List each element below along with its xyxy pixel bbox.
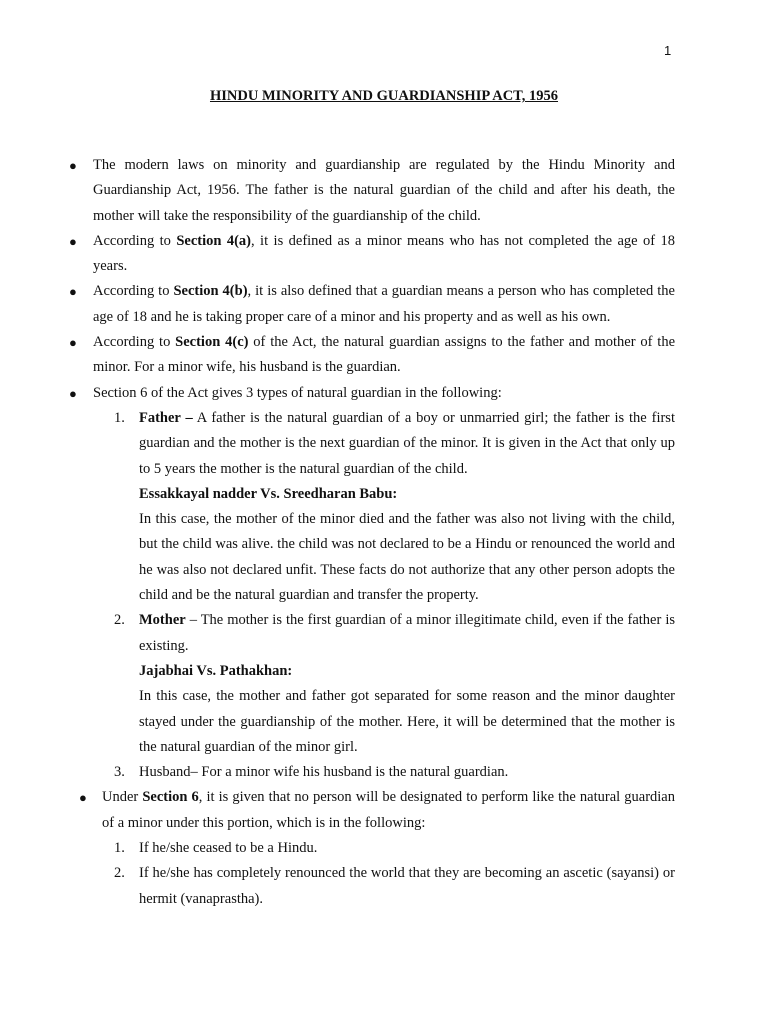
bullet-text-prefix: According to bbox=[93, 283, 174, 300]
list-item-text: Husband– For a minor wife his husband is the natural guardian. bbox=[139, 764, 509, 781]
list-number: 3. bbox=[114, 764, 125, 781]
guardian-label: Father – bbox=[139, 409, 193, 426]
list-item-husband bbox=[93, 760, 675, 785]
bullet-icon: ● bbox=[69, 158, 77, 173]
section-reference: Section 4(b) bbox=[173, 283, 248, 300]
document-title: HINDU MINORITY AND GUARDIANSHIP ACT, 1956 bbox=[209, 88, 559, 104]
bullet-item-section-6-exclusions bbox=[0, 785, 768, 911]
section-reference: Section 4(c) bbox=[175, 334, 249, 351]
list-item-father bbox=[93, 406, 675, 608]
bullet-text: Section 6 of the Act gives 3 types of natural guardian in the following: bbox=[93, 384, 502, 401]
case-description: In this case, the mother and father got separated for some reason and the minor daughter stayed under the guardianship of the mother. Here, it will be determined that the mother is the natural guardian of the minor girl. bbox=[139, 688, 675, 755]
list-number: 1. bbox=[114, 840, 125, 857]
bullet-item-section-4a bbox=[0, 229, 768, 280]
bullet-icon: ● bbox=[79, 790, 87, 806]
disqualification-list bbox=[102, 836, 675, 912]
list-item-text: – The mother is the first guardian of a minor illegitimate child, even if the father is existing. bbox=[139, 612, 675, 654]
list-item-mother bbox=[93, 608, 675, 760]
bullet-item-section-4b bbox=[0, 279, 768, 330]
bullet-text: of the Act, the natural guardian assigns to the father and mother of the minor. For a minor wife, his husband is the guardian. bbox=[93, 334, 676, 376]
bullet-text-prefix: According to bbox=[93, 232, 177, 249]
page-number: 1 bbox=[664, 43, 672, 58]
bullet-item-section-6-types bbox=[0, 381, 768, 786]
case-name: Essakkayal nadder Vs. Sreedharan Babu: bbox=[139, 485, 398, 502]
list-item-text: If he/she has completely renounced the world that they are becoming an ascetic (sayansi) or hermit (vanaprastha). bbox=[139, 865, 675, 907]
section-reference: Section 6 bbox=[142, 789, 199, 806]
bullet-list bbox=[0, 153, 768, 912]
list-item-text: If he/she ceased to be a Hindu. bbox=[139, 840, 318, 857]
list-item-renounced-world bbox=[102, 861, 675, 912]
list-item-ceased-hindu bbox=[102, 836, 675, 861]
bullet-text-prefix: According to bbox=[93, 334, 176, 351]
list-number: 1. bbox=[114, 409, 125, 426]
list-number: 2. bbox=[114, 612, 125, 629]
section-reference: Section 4(a) bbox=[176, 232, 252, 249]
document-body bbox=[0, 153, 768, 912]
bullet-text: , it is also defined that a guardian means a person who has completed the age of 18 and he is taking proper care of a minor and his property and as well as his own. bbox=[93, 283, 675, 325]
bullet-icon: ● bbox=[69, 233, 77, 249]
bullet-item-intro bbox=[0, 153, 768, 229]
case-description: In this case, the mother of the minor died and the father was also not living with the child, but the child was alive. the child was not declared to be a Hindu or renounced the world and he was also not declared unfit. These facts do not authorize that any other person adopts the child and be the natural guardian and transfer the property. bbox=[139, 511, 675, 604]
bullet-icon: ● bbox=[69, 284, 77, 300]
case-name: Jajabhai Vs. Pathakhan: bbox=[139, 662, 293, 679]
bullet-icon: ● bbox=[69, 335, 77, 351]
list-number: 2. bbox=[114, 865, 125, 882]
list-item-text: A father is the natural guardian of a boy or unmarried girl; the father is the first guardian and the mother is the next guardian of the minor. It is given in the Act that only up to 5 years the mother is the natural guardian of the child. bbox=[139, 409, 675, 477]
bullet-text: , it is defined as a minor means who has not completed the age of 18 years. bbox=[93, 232, 675, 275]
bullet-text: The modern laws on minority and guardianship are regulated by the Hindu Minority and Guardianship Act, 1956. The father is the natural guardian of the child and after his death, the mother will take the responsibility of the guardianship of the child. bbox=[93, 157, 675, 224]
guardian-label: Mother bbox=[139, 612, 186, 629]
bullet-text: , it is given that no person will be designated to perform like the natural guardian of a minor under this portion, which is in the following: bbox=[102, 789, 675, 831]
natural-guardian-list bbox=[93, 406, 675, 785]
bullet-text-prefix: Under bbox=[102, 789, 143, 806]
bullet-icon: ● bbox=[69, 385, 77, 401]
bullet-item-section-4c bbox=[0, 330, 768, 381]
